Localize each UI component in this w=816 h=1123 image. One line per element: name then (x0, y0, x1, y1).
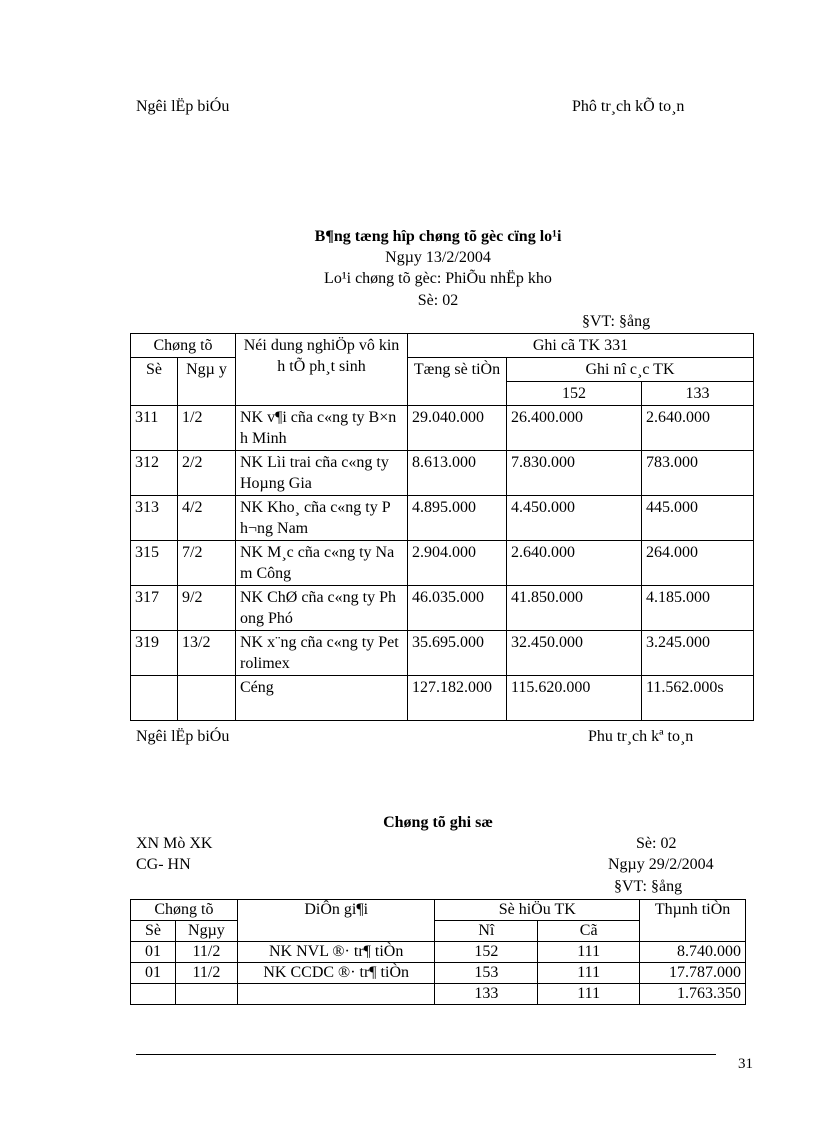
total-header: Tæng sè tiÒn (408, 358, 507, 406)
summary-total-row (131, 676, 754, 721)
table-cell: NK Lìi trai cña c«ng ty Hoµng Gia (236, 451, 408, 496)
acc-133-header: 133 (642, 382, 754, 406)
voucher-number: Sè: 02 (636, 835, 677, 852)
summary-number: Sè: 02 (417, 292, 459, 309)
table-cell: 2.904.000 (408, 541, 507, 586)
description-header: Néi dung nghiÖp vô kinh tÕ ph¸t sinh (236, 334, 408, 406)
table-cell (178, 676, 236, 721)
table-cell: 152 (435, 942, 538, 963)
table-row (131, 963, 746, 984)
preparer-label-2: Ngêi lËp biÓu (136, 728, 230, 745)
table-cell: 111 (538, 963, 640, 984)
table-cell: 9/2 (178, 586, 236, 631)
sum-152: 115.620.000 (507, 676, 642, 721)
table-cell: NK ChØ cña c«ng ty Phong Phó (236, 586, 408, 631)
table-cell: NK x¨ng cña c«ng ty Petrolimex (236, 631, 408, 676)
voucher-unit: §VT: §ång (614, 878, 683, 895)
table-cell: 1/2 (178, 406, 236, 451)
chief-accountant-label: Phô tr¸ch kÕ to¸n (572, 98, 685, 115)
company-name: XN Mò XK (136, 835, 213, 852)
page-number: 31 (738, 1056, 753, 1072)
acc-152-header: 152 (507, 382, 642, 406)
table-cell: 46.035.000 (408, 586, 507, 631)
table-cell: 1.763.350 (640, 984, 746, 1005)
table-cell: 35.695.000 (408, 631, 507, 676)
v-account-header: Sè hiÖu TK (435, 900, 640, 921)
summary-date: Ngµy 13/2/2004 (385, 249, 491, 266)
table-cell: 32.450.000 (507, 631, 642, 676)
voucher-table (130, 899, 746, 1005)
table-cell (131, 676, 178, 721)
table-cell: 8.613.000 (408, 451, 507, 496)
table-row (131, 942, 746, 963)
table-row (131, 541, 754, 586)
table-cell: 4/2 (178, 496, 236, 541)
voucher-date: Ngµy 29/2/2004 (608, 856, 714, 873)
table-cell: 111 (538, 942, 640, 963)
v-debit-header: Nî (435, 921, 538, 942)
v-amount-header: Thµnh tiÒn (640, 900, 746, 942)
table-row (131, 496, 754, 541)
debit-header: Ghi nî c¸c TK (507, 358, 754, 382)
table-row (131, 586, 754, 631)
summary-type: Lo¹i chøng tõ gèc: PhiÕu nhËp kho (324, 270, 552, 287)
sum-label: Céng (236, 676, 408, 721)
table-cell (131, 984, 176, 1005)
table-cell: 7.830.000 (507, 451, 642, 496)
table-cell: 2/2 (178, 451, 236, 496)
credit-header: Ghi cã TK 331 (408, 334, 754, 358)
no-header: Sè (131, 358, 178, 406)
table-cell: 26.400.000 (507, 406, 642, 451)
table-cell (237, 984, 435, 1005)
department: CG- HN (136, 856, 191, 873)
v-date-header: Ngµy (175, 921, 237, 942)
table-cell: 11/2 (175, 942, 237, 963)
table-cell: 319 (131, 631, 178, 676)
table-cell: 01 (131, 942, 176, 963)
summary-table (130, 333, 754, 721)
sum-133: 11.562.000s (642, 676, 754, 721)
summary-header-row (131, 334, 754, 358)
footer-divider (136, 1054, 716, 1055)
table-cell: 315 (131, 541, 178, 586)
table-cell: NK NVL ®· tr¶ tiÒn (237, 942, 435, 963)
table-cell: 2.640.000 (642, 406, 754, 451)
table-cell: 133 (435, 984, 538, 1005)
v-desc-header: DiÔn gi¶i (237, 900, 435, 942)
table-cell: 3.245.000 (642, 631, 754, 676)
sum-total: 127.182.000 (408, 676, 507, 721)
table-cell: NK Kho¸ cña c«ng ty Ph¬ng Nam (236, 496, 408, 541)
table-row (131, 984, 746, 1005)
table-cell: 4.185.000 (642, 586, 754, 631)
table-cell: 4.450.000 (507, 496, 642, 541)
summary-title: B¶ng tæng hîp chøng tõ gèc cïng lo¹i (314, 228, 562, 245)
table-cell: 311 (131, 406, 178, 451)
table-row (131, 631, 754, 676)
table-cell: 317 (131, 586, 178, 631)
table-cell: 783.000 (642, 451, 754, 496)
table-cell: 29.040.000 (408, 406, 507, 451)
v-credit-header: Cã (538, 921, 640, 942)
table-cell: 01 (131, 963, 176, 984)
voucher-header: Chøng tõ (131, 334, 236, 358)
table-cell: 8.740.000 (640, 942, 746, 963)
table-row (131, 406, 754, 451)
table-cell: 2.640.000 (507, 541, 642, 586)
summary-header-row (131, 358, 754, 382)
table-row (131, 451, 754, 496)
preparer-label: Ngêi lËp biÓu (136, 98, 230, 115)
table-cell: NK CCDC ®· tr¶ tiÒn (237, 963, 435, 984)
table-cell: 11/2 (175, 963, 237, 984)
date-header: Ngµ y (178, 358, 236, 406)
table-cell: NK v¶i cña c«ng ty B×nh Minh (236, 406, 408, 451)
table-cell: 264.000 (642, 541, 754, 586)
table-cell: 13/2 (178, 631, 236, 676)
v-voucher-header: Chøng tõ (131, 900, 238, 921)
table-cell: 111 (538, 984, 640, 1005)
table-cell: 17.787.000 (640, 963, 746, 984)
table-cell: NK M¸c cña c«ng ty Nam Công (236, 541, 408, 586)
table-cell: 41.850.000 (507, 586, 642, 631)
table-cell: 7/2 (178, 541, 236, 586)
table-cell: 312 (131, 451, 178, 496)
table-cell: 313 (131, 496, 178, 541)
chief-accountant-label-2: Phu tr¸ch kª to¸n (588, 728, 694, 745)
voucher-header-row (131, 900, 746, 921)
summary-unit: §VT: §ång (582, 313, 651, 330)
voucher-title: Chøng tõ ghi sæ (383, 814, 493, 831)
table-cell: 445.000 (642, 496, 754, 541)
table-cell: 4.895.000 (408, 496, 507, 541)
table-cell (175, 984, 237, 1005)
table-cell: 153 (435, 963, 538, 984)
v-no-header: Sè (131, 921, 176, 942)
